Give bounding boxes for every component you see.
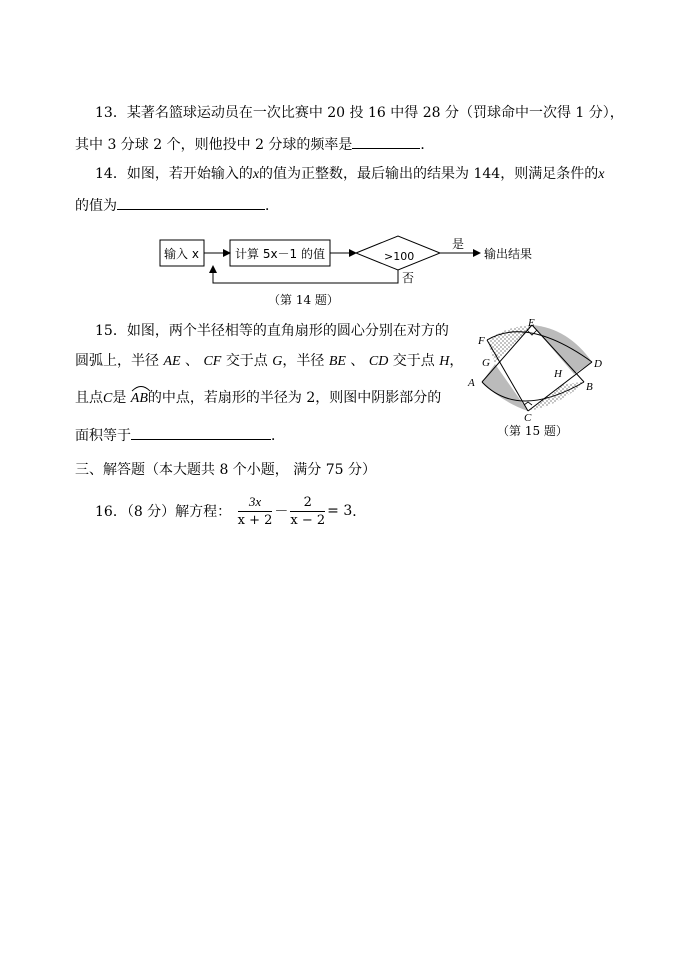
segment-CD: CD: [368, 354, 389, 369]
q15-period: ．: [271, 428, 285, 444]
q14-line2: [75, 195, 279, 215]
answer-blank-13[interactable]: [352, 134, 420, 149]
section-three-heading: 三、解答题（本大题共 8 个小题， 满分 75 分）: [75, 462, 376, 478]
flow-input-label: 输入 x: [164, 247, 199, 261]
point-G: G: [272, 354, 283, 369]
q14-line1: [95, 165, 604, 184]
shaded-region-top-left: [487, 325, 532, 364]
q15-sep2: 、: [350, 353, 365, 369]
label-D: D: [594, 358, 602, 370]
label-B: B: [586, 381, 593, 393]
shaded-region-top-right: [532, 325, 592, 374]
q15-line4-text: 面积等于: [75, 428, 131, 444]
q13-period: ．: [420, 137, 435, 153]
q15-line1: 15．如图，两个半径相等的直角扇形的圆心分别在对方的: [95, 323, 449, 339]
segment-AE: AE: [163, 354, 181, 369]
q14-line1-mid: 的值为正整数，最后输出的结果为 144，则满足条件的: [259, 166, 599, 182]
label-H: H: [554, 368, 562, 380]
label-F: F: [478, 335, 485, 347]
segment-CF: CF: [203, 354, 222, 369]
q15-line2-mid2: ，半径: [282, 353, 325, 369]
q13-line2-text: 其中 3 分球 2 个，则他投中 2 分球的频率是: [75, 137, 353, 153]
q15-line3: [75, 389, 441, 408]
q14-line1-text: 14．如图，若开始输入的: [95, 166, 253, 182]
arc-AB-notation: [131, 389, 148, 408]
var-x: x: [598, 167, 605, 182]
q15-line2-end: ，: [449, 353, 464, 369]
arc-AB-label: AB: [130, 391, 148, 406]
q15-line3-text: 且点: [75, 390, 103, 406]
equation-rhs: = 3: [327, 503, 353, 519]
fraction-1-denominator: x + 2: [237, 513, 273, 528]
fraction-1: [238, 494, 273, 528]
var-x: x: [252, 167, 260, 182]
q15-sep1: 、: [185, 353, 200, 369]
fraction-1-numerator: 3x: [238, 494, 273, 512]
q15-line2-mid: 交于点: [225, 353, 268, 369]
point-C: C: [103, 391, 113, 406]
label-G: G: [482, 357, 490, 369]
q14-line2-text: 的值为: [75, 198, 117, 214]
flow-no-label: 否: [402, 271, 415, 285]
flow-condition-label: >100: [384, 250, 415, 263]
fraction-2: [290, 495, 325, 528]
q16-prefix: 16．（8 分）解方程：: [95, 504, 232, 520]
q15-line4: [75, 425, 285, 445]
flowchart-q14: [150, 230, 540, 294]
flow-output-label: 输出结果: [484, 247, 533, 261]
q14-period: ．: [265, 198, 279, 214]
q13-line1: 13．某著名篮球运动员在一次比赛中 20 投 16 中得 28 分（罚球命中一次得 1 分），: [95, 105, 624, 121]
q13-line2: [75, 134, 434, 154]
arc-symbol-icon: [131, 384, 151, 392]
flow-compute-label: 计算 5x－1 的值: [235, 247, 326, 261]
fraction-2-numerator: 2: [290, 495, 325, 512]
caption-q14: （第 14 题）: [268, 293, 339, 307]
flow-loop-back-arrow: [213, 266, 398, 283]
figure-q15: [458, 316, 618, 424]
segment-BE: BE: [328, 354, 346, 369]
q15-line3-post: 的中点，若扇形的半径为 2，则图中阴影部分的: [147, 390, 442, 406]
point-H: H: [439, 354, 450, 369]
q15-line2: [75, 352, 463, 371]
caption-q15: （第 15 题）: [497, 424, 568, 438]
label-C: C: [524, 412, 532, 424]
minus-sign: －: [274, 504, 289, 520]
q15-line2-text: 圆弧上，半径: [75, 353, 159, 369]
q15-line2-mid3: 交于点: [392, 353, 435, 369]
answer-blank-14[interactable]: [117, 195, 265, 210]
right-angle-C-icon: [524, 402, 532, 405]
q16-line: [95, 494, 366, 528]
flow-yes-label: 是: [452, 237, 465, 251]
label-A: A: [468, 377, 475, 389]
fraction-2-denominator: x − 2: [290, 512, 326, 528]
q15-line3-mid: 是: [112, 390, 127, 406]
answer-blank-15[interactable]: [131, 425, 271, 440]
q16-period: ．: [352, 504, 367, 520]
label-E: E: [528, 317, 535, 329]
